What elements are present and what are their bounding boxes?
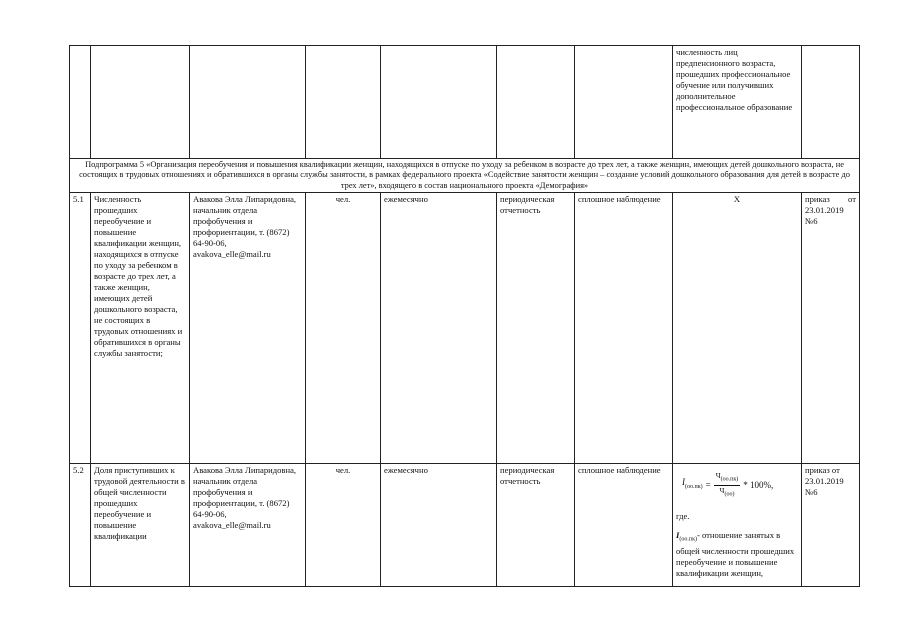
table-row bbox=[70, 464, 860, 587]
formula-expression: $I_{(оо.пк)}$ = $\frac{Ч_{(оо.пк)}}{Ч_{(оо)}}$ * 100%, bbox=[682, 471, 774, 498]
formula-denominator-sub: (оо) bbox=[724, 491, 735, 498]
formula-def-sub: (оо.пк) bbox=[679, 536, 697, 543]
legal-basis: приказ от 23.01.2019 №6 bbox=[802, 193, 860, 464]
formula-numerator-sub: (оо.пк) bbox=[720, 476, 739, 483]
row-number: 5.1 bbox=[70, 193, 91, 464]
formula-def-symbol: I bbox=[676, 530, 680, 541]
responsible-person: Авакова Элла Липаридовна, начальник отдела профобучения и профориентации, т. (8672) 64-90-06, avakova_elle@mail.ru bbox=[190, 464, 306, 587]
legal-basis: приказ от 23.01.2019 №6 bbox=[802, 464, 860, 587]
formula-definition bbox=[676, 530, 798, 579]
subprogram-heading: Подпрограмма 5 «Организация переобучения и повышения квалификации женщин, находящихся в отпуске по уходу за ребенком в возрасте до трех лет, а также женщин, имеющих детей дошкольного возраста, не состоящих в трудовых отношениях и обратившихся в органы службы занятости, в рамках федерального проекта «Содействие занятости женщин – создание условий дошкольного образования для детей в возрасте до трех лет», входящего в состав национального проекта «Демография» bbox=[70, 159, 860, 193]
indicator-name: Численность прошедших переобучение и повышение квалификации женщин, находящихся в отпуске по уходу за ребенком в возрасте до трех лет, а также женщин, имеющих детей дошкольного возраста, не состоящих в трудовых отношениях и обратившихся в органы службы занятости; bbox=[91, 193, 190, 464]
cell bbox=[802, 46, 860, 159]
cell bbox=[497, 46, 575, 159]
responsible-person: Авакова Элла Липаридовна, начальник отдела профобучения и профориентации, т. (8672) 64-90-06, avakova_elle@mail.ru bbox=[190, 193, 306, 464]
cell bbox=[306, 46, 381, 159]
cell bbox=[575, 46, 673, 159]
formula-cell bbox=[673, 464, 802, 587]
formula-cell: численность лиц предпенсионного возраста, прошедших профессиональное обучение или получивших дополнительное профессиональное образование bbox=[673, 46, 802, 159]
row-number: 5.2 bbox=[70, 464, 91, 587]
subprogram-row bbox=[70, 159, 860, 193]
frequency: ежемесячно bbox=[381, 464, 497, 587]
formula-lhs-sub: (оо.пк) bbox=[685, 484, 703, 491]
cell bbox=[190, 46, 306, 159]
formula-def-text: - отношение занятых в общей численности прошедших переобучение и повышение квалификации женщин, bbox=[676, 530, 795, 578]
indicator-table bbox=[69, 45, 860, 587]
continuation-row bbox=[70, 46, 860, 159]
collection-method: сплошное наблюдение bbox=[575, 193, 673, 464]
formula-denominator: Ч bbox=[719, 485, 725, 495]
formula-numerator: Ч bbox=[715, 471, 721, 481]
data-source: периодическая отчетность bbox=[497, 464, 575, 587]
formula-cell: X bbox=[673, 193, 802, 464]
cell bbox=[91, 46, 190, 159]
data-source: периодическая отчетность bbox=[497, 193, 575, 464]
formula-fraction bbox=[714, 471, 741, 499]
unit: чел. bbox=[306, 464, 381, 587]
formula-where: где. bbox=[676, 511, 690, 522]
cell bbox=[381, 46, 497, 159]
collection-method: сплошное наблюдение bbox=[575, 464, 673, 587]
indicator-name: Доля приступивших к трудовой деятельности в общей численности прошедших переобучение и повышение квалификации bbox=[91, 464, 190, 587]
cell bbox=[70, 46, 91, 159]
formula-tail: * 100%, bbox=[743, 479, 774, 490]
table-row bbox=[70, 193, 860, 464]
formula-lhs: I bbox=[682, 477, 685, 488]
frequency: ежемесячно bbox=[381, 193, 497, 464]
unit: чел. bbox=[306, 193, 381, 464]
